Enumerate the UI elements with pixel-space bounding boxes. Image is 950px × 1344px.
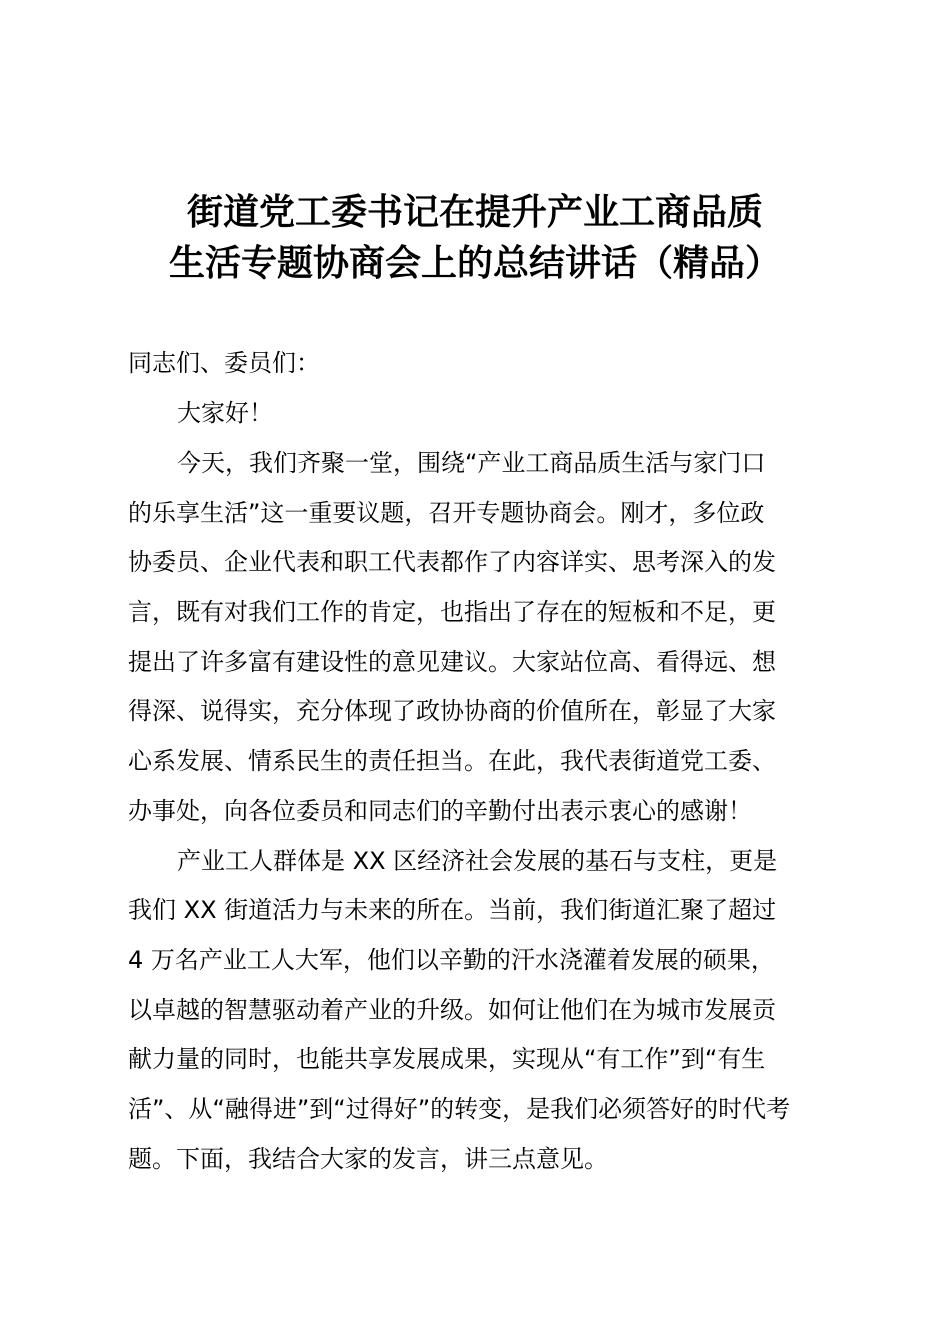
- paragraph-1-line: 的乐享生活”这一重要议题，召开专题协商会。刚才，多位政: [128, 499, 765, 527]
- document-title-line-1: 街道党工委书记在提升产业工商品质: [186, 191, 763, 233]
- greeting: 大家好！: [177, 399, 273, 427]
- paragraph-1-line: 提出了许多富有建设性的意见建议。大家站位高、看得远、想: [128, 648, 776, 676]
- paragraph-1-line: 心系发展、情系民生的责任担当。在此，我代表街道党工委、: [128, 747, 776, 775]
- paragraph-1-line: 协委员、企业代表和职工代表都作了内容详实、思考深入的发: [128, 548, 776, 576]
- document-title-line-2: 生活专题协商会上的总结讲话（精品）: [168, 242, 781, 284]
- paragraph-2-line: 献力量的同时，也能共享发展成果，实现从“有工作”到“有生: [128, 1045, 766, 1073]
- paragraph-2-line: 以卓越的智慧驱动着产业的升级。如何让他们在为城市发展贡: [128, 996, 776, 1024]
- salutation: 同志们、委员们：: [128, 349, 320, 377]
- paragraph-2-line: 我们 XX 街道活力与未来的所在。当前，我们街道汇聚了超过: [128, 896, 777, 924]
- paragraph-2-line: 4 万名产业工人大军，他们以辛勤的汗水浇灌着发展的硕果，: [128, 946, 775, 974]
- paragraph-2-line: 产业工人群体是 XX 区经济社会发展的基石与支柱，更是: [177, 847, 778, 875]
- paragraph-1-line: 今天，我们齐聚一堂，围绕“产业工商品质生活与家门口: [177, 449, 766, 477]
- paragraph-1-line: 得深、说得实，充分体现了政协协商的价值所在，彰显了大家: [128, 697, 776, 725]
- paragraph-2-line: 活”、从“融得进”到“过得好”的转变，是我们必须答好的时代考: [128, 1095, 791, 1123]
- paragraph-1-line: 言，既有对我们工作的肯定，也指出了存在的短板和不足，更: [128, 598, 776, 626]
- paragraph-1-line: 办事处，向各位委员和同志们的辛勤付出表示衷心的感谢！: [128, 797, 752, 825]
- paragraph-2-line: 题。下面，我结合大家的发言，讲三点意见。: [128, 1145, 608, 1173]
